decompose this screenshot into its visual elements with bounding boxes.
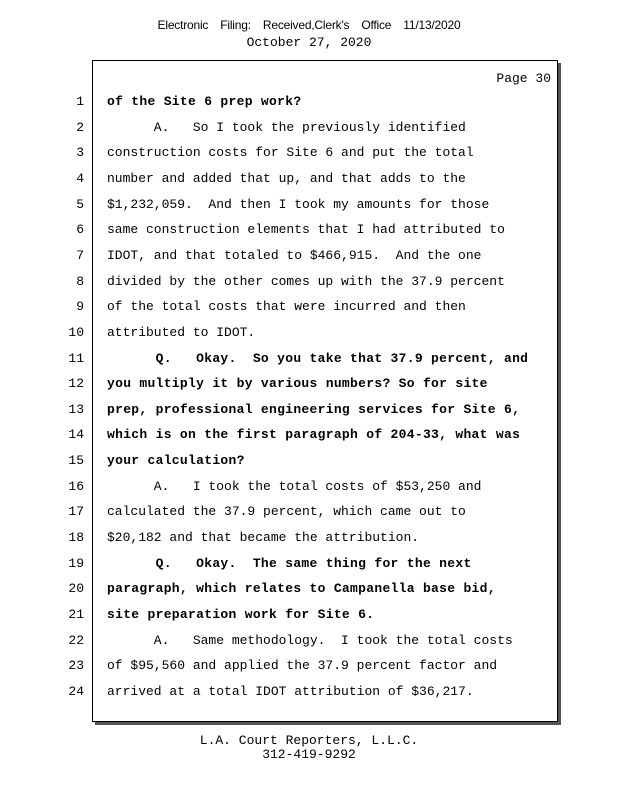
transcript-line-text: paragraph, which relates to Campanella base bid, bbox=[107, 581, 496, 596]
filing-header-date: 11/13/2020 bbox=[403, 18, 461, 32]
line-number: 13 bbox=[68, 402, 84, 417]
transcript-line-text: construction costs for Site 6 and put the total bbox=[107, 145, 474, 160]
line-number: 10 bbox=[68, 325, 84, 340]
line-number: 23 bbox=[68, 658, 84, 673]
transcript-line-text: divided by the other comes up with the 37.9 percent bbox=[107, 274, 505, 289]
transcript-line-text: your calculation? bbox=[107, 453, 245, 468]
transcript-line-text: A. So I took the previously identified bbox=[107, 120, 466, 135]
line-number: 2 bbox=[76, 120, 84, 135]
line-number: 15 bbox=[68, 453, 84, 468]
electronic-filing-header bbox=[0, 18, 618, 32]
line-number: 18 bbox=[68, 530, 84, 545]
line-number: 9 bbox=[76, 299, 84, 314]
line-number: 8 bbox=[76, 274, 84, 289]
transcript-line-text: arrived at a total IDOT attribution of $36,217. bbox=[107, 684, 474, 699]
line-number: 4 bbox=[76, 171, 84, 186]
transcript-line-text: Q. Okay. The same thing for the next bbox=[107, 556, 472, 571]
line-number: 21 bbox=[68, 607, 84, 622]
filing-header-office: Office bbox=[361, 18, 392, 32]
transcript-line-text: prep, professional engineering services for Site 6, bbox=[107, 402, 521, 417]
filing-header-filing: Filing: bbox=[220, 18, 251, 32]
transcript-line-text: of $95,560 and applied the 37.9 percent factor and bbox=[107, 658, 498, 673]
footer-company: L.A. Court Reporters, L.L.C. bbox=[199, 733, 419, 748]
line-number: 1 bbox=[76, 94, 84, 109]
transcript-line-text: A. I took the total costs of $53,250 and bbox=[107, 479, 482, 494]
line-number: 17 bbox=[68, 504, 84, 519]
filing-header-electronic: Electronic bbox=[157, 18, 209, 32]
transcript-line-text: Q. Okay. So you take that 37.9 percent, and bbox=[107, 351, 529, 366]
transcript-line-text: $1,232,059. And then I took my amounts for those bbox=[107, 197, 490, 212]
transcript-line-text: A. Same methodology. I took the total costs bbox=[107, 633, 513, 648]
transcript-line-text: which is on the first paragraph of 204-33, what was bbox=[107, 427, 521, 442]
transcript-line-text: $20,182 and that became the attribution. bbox=[107, 530, 420, 545]
transcript-line-text: same construction elements that I had attributed to bbox=[107, 222, 505, 237]
transcript-line-text: attributed to IDOT. bbox=[107, 325, 256, 340]
line-number: 6 bbox=[76, 222, 84, 237]
line-number: 22 bbox=[68, 633, 84, 648]
deposition-date: October 27, 2020 bbox=[246, 35, 372, 50]
transcript-line-text: number and added that up, and that adds to the bbox=[107, 171, 466, 186]
line-number: 5 bbox=[76, 197, 84, 212]
footer-phone: 312-419-9292 bbox=[262, 747, 356, 762]
line-number: 16 bbox=[68, 479, 84, 494]
filing-header-received: Received,Clerk's bbox=[262, 18, 350, 32]
line-number: 14 bbox=[68, 427, 84, 442]
transcript-line-text: you multiply it by various numbers? So for site bbox=[107, 376, 488, 391]
line-number: 7 bbox=[76, 248, 84, 263]
transcript-line-text: of the Site 6 prep work? bbox=[107, 94, 302, 109]
transcript-line-text: calculated the 37.9 percent, which came out to bbox=[107, 504, 466, 519]
line-number: 19 bbox=[68, 556, 84, 571]
page-number: Page 30 bbox=[496, 71, 551, 86]
line-number: 20 bbox=[68, 581, 84, 596]
transcript-line-text: site preparation work for Site 6. bbox=[107, 607, 375, 622]
line-number: 12 bbox=[68, 376, 84, 391]
line-number: 24 bbox=[68, 684, 84, 699]
transcript-line-text: of the total costs that were incurred and then bbox=[107, 299, 466, 314]
line-number: 11 bbox=[68, 351, 84, 366]
line-number: 3 bbox=[76, 145, 84, 160]
transcript-line-text: IDOT, and that totaled to $466,915. And the one bbox=[107, 248, 482, 263]
